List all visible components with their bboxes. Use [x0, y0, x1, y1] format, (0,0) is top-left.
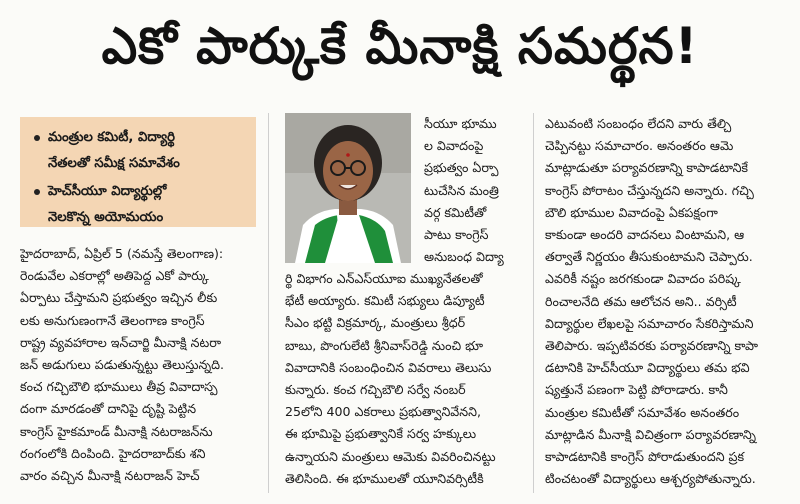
article-column-middle-top [424, 113, 528, 268]
text-line: పాటు కాంగ్రెస్ [424, 227, 489, 243]
text-line: కాంగ్రెస్ హైకమాండ్ మీనాక్షి నటరాజన్‌ను [20, 423, 213, 439]
article-column-left [20, 243, 258, 487]
text-line: రెండువేల ఎకరాల్లో అతిపెద్ద ఎకో పార్కు [20, 268, 209, 284]
text-line: రించాలనేది తమ ఆలోచన అని.. వర్సిటీ [545, 293, 737, 309]
text-line: వర్గ కమిటీతో [424, 204, 487, 220]
highlight-line: నెలకొన్న అయోమయం [48, 210, 164, 225]
text-line: వివాదానికి సంబంధించిన వివరాలు తెలుసు [285, 359, 492, 375]
text-line: కాకుండా అందరి వాదనలు వింటామని, ఆ [545, 227, 745, 243]
highlights-box [20, 117, 256, 227]
text-line: దంగా మారడంతో దానిపై దృష్టి పెట్టిన [20, 401, 197, 417]
text-line: ష్యత్తునే పణంగా పెట్టి పోరాడారు. కానీ [545, 382, 728, 398]
text-line: విద్యార్థుల లేఖలపై సమాచారం సేకరిస్తామని [545, 315, 754, 331]
text-line: ఉన్నాయని మంత్రులు ఆమెకు వివరించినట్టు [285, 448, 496, 464]
text-line: కున్నారు. కంచ గచ్చిబౌలి సర్వే నంబర్ [285, 382, 466, 398]
highlight-text [48, 125, 180, 177]
highlight-item [32, 125, 248, 177]
column-divider [268, 113, 269, 493]
text-line: జన్ అడుగులు పడుతున్నట్టు తెలుస్తున్నది. [20, 357, 224, 373]
text-line: చెప్పినట్టు సమాచారం. అనంతరం ఆమె [545, 138, 734, 154]
text-line: తెలిసింది. ఈ భూములతో యూనివర్సిటీకి [285, 470, 484, 486]
text-line: డటానికి హెచ్‌సీయూ విద్యార్థులు తమ భవి [545, 360, 750, 376]
article-column-right [545, 113, 782, 490]
text-line: వారం వచ్చిన మీనాక్షి నటరాజన్ హెచ్ [20, 468, 200, 484]
text-line: బౌలి భూముల వివాదంపై ఏకపక్షంగా [545, 204, 718, 220]
portrait-illustration [285, 113, 411, 263]
text-line: ఎటువంటి సంబంధం లేదని వారు తేల్చి [545, 116, 732, 131]
text-line: ఈ భూమిపై ప్రభుత్వానికే సర్వ హక్కులు [285, 426, 477, 442]
text-line: బాబు, పొంగులేటి శ్రీనివాస్‌రెడ్డి నుంచి భూ [285, 337, 484, 353]
text-line: ఏర్పాటు చేస్తామని ప్రభుత్వం ఇచ్చిన లీకు [20, 290, 218, 306]
bullet-icon [34, 135, 40, 141]
text-line: భేటీ అయ్యారు. కమిటీ సభ్యులు డిప్యూటీ [285, 293, 485, 309]
highlight-line: మంత్రుల కమిటీ, విద్యార్థి [48, 130, 175, 145]
text-line: టుచేసిన మంత్రి [424, 182, 499, 198]
highlight-line: నేతలతో సమీక్ష సమావేశం [48, 156, 180, 171]
text-line: మాట్లాడుతూ పర్యావరణాన్ని కాపాడటానికే [545, 160, 749, 176]
text-line: రాష్ట్ర వ్యవహారాల ఇన్‌చార్జి మీనాక్షి నటరా [20, 334, 222, 350]
highlight-item [32, 179, 248, 231]
text-line: టించటంతో విద్యార్థులు ఆశ్చర్యపోతున్నారు. [545, 471, 756, 487]
text-line: మంత్రుల కమిటీతో సమావేశం అనంతరం [545, 404, 740, 420]
text-line: ర్థి విభాగం ఎన్‌ఎస్‌యూఐ ముఖ్యనేతలతో [285, 271, 483, 286]
text-line: తర్వాతే నిర్ణయం తీసుకుంటామని చెప్పారు. [545, 249, 753, 265]
text-line: ల వివాదంపై [424, 138, 484, 154]
article-column-middle [285, 268, 525, 490]
text-line: తెలిపారు. ఇప్పటివరకు పర్యావరణాన్ని కాపా [545, 338, 758, 354]
column-divider [533, 113, 534, 493]
text-line: మాట్లాడిన మీనాక్షి విచిత్రంగా పర్యావరణాన్ని [545, 426, 757, 442]
text-line: కంచ గచ్చిబౌలి భూములు తీవ్ర వివాదాస్ప [20, 379, 218, 395]
text-line: సీయూ భూము [424, 116, 497, 131]
bullet-icon [34, 189, 40, 195]
text-line: ప్రభుత్వం ఏర్పా [424, 160, 499, 176]
headline: ఎకో పార్కుకే మీనాక్షి సమర్థన! [101, 16, 699, 75]
highlight-text [48, 179, 166, 231]
portrait-photo [285, 113, 411, 263]
text-line: ఎవరికీ నష్టం జరగకుండా వివాదం పరిష్క [545, 271, 741, 287]
text-line: హైదరాబాద్, ఏప్రిల్ 5 (నమస్తే తెలంగాణ): [20, 246, 224, 261]
text-line: కాంగ్రెస్ పోరాటం చేస్తున్నదని అన్నారు. గచ్చి [545, 182, 754, 198]
text-line: అనుబంధ విద్యా [424, 249, 504, 265]
text-line: 25లోని 400 ఎకరాలు ప్రభుత్వానివేనని, [285, 404, 481, 420]
text-line: రంగంలోకి దింపింది. హైదరాబాద్‌కు శని [20, 445, 206, 461]
text-line: కాపాడటానికి కాంగ్రెస్ పోరాడుతుందని ప్రక [545, 449, 745, 465]
highlight-line: హెచ్‌సీయూ విద్యార్థుల్లో [48, 184, 167, 199]
text-line: లకు అనుగుణంగానే తెలంగాణ కాంగ్రెస్ [20, 312, 205, 328]
text-line: సీఎం భట్టి విక్రమార్క, మంత్రులు శ్రీధర్ [285, 315, 466, 331]
